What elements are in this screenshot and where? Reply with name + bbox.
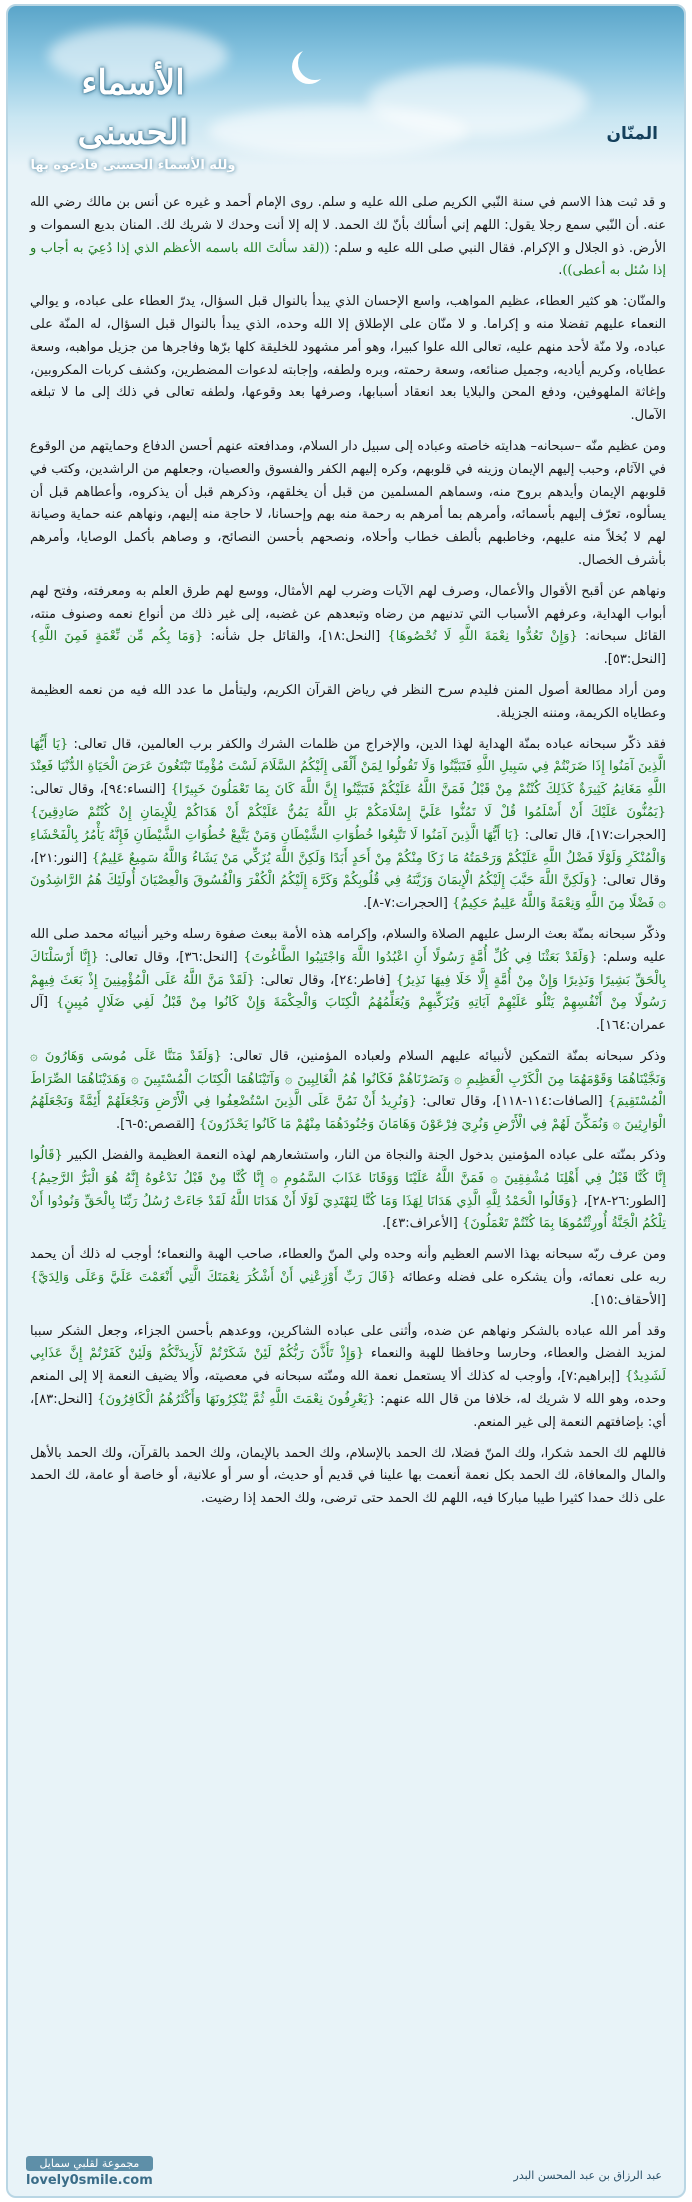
- paragraph: [30, 1244, 666, 1312]
- paragraph: [30, 1443, 666, 1511]
- paragraph-text: و قد ثبت هذا الاسم في سنة النّبي الكريم صلى الله عليه و سلم. روى الإمام أحمد و غيره عن أنس بن مالك رضي الله عنه. أن النّبي سمع رجلا يقول: اللهم إني أسألك بأنّ لك الحمد. لا إله إلا أنت وحدك لا شريك لك. المنان بديع السموات و الأرض. ذو الجلال و الإكرام. فقال النبي صلى الله عليه و سلم:: [30, 195, 666, 256]
- paragraph-text: [النور:٢١]، وقال تعالى:: [30, 850, 666, 889]
- quran-verse: {يَمُنُّونَ عَلَيْكَ أَنْ أَسْلَمُوا قُلْ لَا تَمُنُّوا عَلَيَّ إِسْلَامَكُمْ بَلِ اللَّهُ يَمُنُّ عَلَيْكُمْ أَنْ هَدَاكُمْ لِلْإِيمَانِ إِنْ كُنْتُمْ صَادِقِينَ}: [30, 804, 666, 820]
- logo-main-text: الأسماء الحسنى: [77, 63, 189, 153]
- quran-verse: {يَا أَيُّهَا الَّذِينَ آمَنُوا لَا تَتَّبِعُوا خُطُوَاتِ الشَّيْطَانِ وَمَنْ يَتَّبِعْ خُطُوَاتِ الشَّيْطَانِ فَإِنَّهُ يَأْمُرُ بِالْفَحْشَاءِ وَالْمُنْكَرِ وَلَوْلَا فَضْلُ اللَّهِ عَلَيْكُمْ وَرَحْمَتُهُ مَا زَكَا مِنْكُمْ مِنْ أَحَدٍ أَبَدًا وَلَكِنَّ اللَّهَ يُزَكِّي مَنْ يَشَاءُ وَاللَّهُ سَمِيعٌ عَلِيمٌ}: [30, 827, 666, 866]
- paragraph-text: [النحل:١٨]، والقائل جل شأنه:: [203, 629, 388, 645]
- paragraph-text: ومن عرف ربّه سبحانه بهذا الاسم العظيم وأنه وحده ولي المنّ والعطاء، صاحب الهبة والنعماء؛ أوجب له ذلك أن يحمد ربه على نعمائه، وأن يشكره على فضله وعطائه: [30, 1247, 666, 1286]
- paragraph: [30, 680, 666, 726]
- paragraph: [30, 581, 666, 672]
- paragraph-text: [النساء:٩٤]، وقال تعالى:: [30, 782, 171, 798]
- quran-verse: ((لقد سألتَ الله باسمه الأعظم الذي إذا دُعِيَ به أجاب و إذا سُئل به أعطى)): [30, 240, 666, 279]
- site-watermark: [26, 2156, 153, 2188]
- logo: [28, 58, 238, 173]
- quran-verse: {وَنُرِيدُ أَنْ نَمُنَّ عَلَى الَّذِينَ اسْتُضْعِفُوا فِي الْأَرْضِ وَنَجْعَلَهُمْ أَئِمَّةً وَنَجْعَلَهُمُ الْوَارِثِينَ ۞ وَنُمَكِّنَ لَهُمْ فِي الْأَرْضِ وَنُرِيَ فِرْعَوْنَ وَهَامَانَ وَجُنُودَهُمَا مِنْهُمْ مَا كَانُوا يَحْذَرُونَ}: [30, 1094, 666, 1133]
- paragraph: [30, 1321, 666, 1435]
- quran-verse: {وَقَالُوا الْحَمْدُ لِلَّهِ الَّذِي هَدَانَا لِهَذَا وَمَا كُنَّا لِنَهْتَدِيَ لَوْلَا أَنْ هَدَانَا اللَّهُ لَقَدْ جَاءَتْ رُسُلُ رَبِّنَا بِالْحَقِّ وَنُودُوا أَنْ تِلْكُمُ الْجَنَّةُ أُورِثْتُمُوهَا بِمَا كُنْتُمْ تَعْمَلُونَ}: [30, 1193, 666, 1232]
- paragraph: [30, 924, 666, 1038]
- paragraph-text: [النحل:٥٣].: [603, 652, 666, 668]
- paragraph-text: [النحل:٨٣]، أي: بإضافتهم النعمة إلى غير المنعم.: [30, 1392, 666, 1430]
- quran-verse: {لَقَدْ مَنَّ اللَّهُ عَلَى الْمُؤْمِنِينَ إِذْ بَعَثَ فِيهِمْ رَسُولًا مِنْ أَنْفُسِهِمْ يَتْلُو عَلَيْهِمْ آيَاتِهِ وَيُزَكِّيهِمْ وَيُعَلِّمُهُمُ الْكِتَابَ وَالْحِكْمَةَ وَإِنْ كَانُوا مِنْ قَبْلُ لَفِي ضَلَالٍ مُبِينٍ}: [30, 972, 667, 1011]
- paragraph-text: وذكر سبحانه بمنّة التمكين لأنبيائه عليهم السلام ولعباده المؤمنين، قال تعالى:: [221, 1048, 666, 1064]
- quran-verse: {إِنَّا أَرْسَلْنَاكَ بِالْحَقِّ بَشِيرًا وَنَذِيرًا وَإِنْ مِنْ أُمَّةٍ إِلَّا خَلَا فِيهَا نَذِيرٌ}: [30, 949, 666, 988]
- paragraph-text: [النحل:٣٦]، وقال تعالى:: [98, 949, 244, 965]
- page-title: المنّان: [606, 124, 658, 144]
- paragraph: [30, 734, 666, 916]
- paragraph-text: [فاطر:٢٤]، وقال تعالى:: [255, 972, 396, 988]
- paragraph-text: فقد ذكّر سبحانه عباده بمنّة الهداية لهذا الدين، والإخراج من ظلمات الشرك والكفر برب العالمين، قال تعالى:: [68, 736, 667, 752]
- paragraph-text: .: [558, 263, 563, 279]
- paragraph-text: [آل عمران:١٦٤].: [30, 995, 666, 1034]
- paragraph-text: [الأحقاف:١٥].: [590, 1292, 666, 1308]
- logo-subtitle: ولله الأسماء الحسنى فادعوه بها: [30, 158, 236, 173]
- paragraph: [30, 291, 666, 428]
- paragraph-text: وذكّر سبحانه بمنّة بعث الرسل عليهم الصلاة والسلام، وإكرامه هذه الأمة ببعث صفوة رسله وخير أنبيائه محمد صلى الله عليه وسلم:: [30, 926, 666, 965]
- quran-verse: {قَالُوا إِنَّا كُنَّا قَبْلُ فِي أَهْلِنَا مُشْفِقِينَ ۞ فَمَنَّ اللَّهُ عَلَيْنَا وَوَقَانَا عَذَابَ السَّمُومِ ۞ إِنَّا كُنَّا مِنْ قَبْلُ نَدْعُوهُ إِنَّهُ هُوَ الْبَرُّ الرَّحِيمُ}: [30, 1148, 666, 1186]
- paragraph-text: ومن أراد مطالعة أصول المنن فليدم سرح النظر في رياض القرآن الكريم، وليتأمل ما عدد الله فيه من نعمه العظيمة وعطاياه الكريمة، ومننه الجزيلة.: [30, 682, 666, 721]
- paragraph-text: [القصص:٥-٦].: [116, 1117, 199, 1133]
- paragraph-text: [الطور:٢٦-٢٨]،: [578, 1193, 666, 1209]
- paragraph-text: وقد أمر الله عباده بالشكر ونهاهم عن ضده، وأثنى على عباده الشاكرين، ووعدهم بأحسن الجزاء، وجعل الشكر سببا لمزيد الفضل والعطاء، وحارسا وحافظا للهبة والنعماء: [30, 1323, 666, 1362]
- author-credit: عبد الرزاق بن عبد المحسن البدر: [513, 2169, 662, 2182]
- quran-verse: {وَمَا بِكُم مِّن نِّعْمَةٍ فَمِنَ اللَّهِ}: [30, 629, 204, 645]
- paragraph-text: [الصافات:١١٤-١١٨]، وقال تعالى:: [416, 1094, 608, 1110]
- quran-verse: {وَإِذْ تَأَذَّنَ رَبُّكُمْ لَئِنْ شَكَرْتُمْ لَأَزِيدَنَّكُمْ وَلَئِنْ كَفَرْتُمْ إِنَّ عَذَابِي لَشَدِيدٌ}: [30, 1346, 666, 1385]
- quran-verse: {وَلَكِنَّ اللَّهَ حَبَّبَ إِلَيْكُمُ الْإِيمَانَ وَزَيَّنَهُ فِي قُلُوبِكُمْ وَكَرَّهَ إِلَيْكُمُ الْكُفْرَ وَالْفُسُوقَ وَالْعِصْيَانَ أُولَئِكَ هُمُ الرَّاشِدُونَ ۞ فَضْلًا مِنَ اللَّهِ وَنِعْمَةً وَاللَّهُ عَلِيمٌ حَكِيمٌ}: [30, 873, 666, 912]
- quran-verse: {وَلَقَدْ مَنَنَّا عَلَى مُوسَى وَهَارُونَ ۞ وَنَجَّيْنَاهُمَا وَقَوْمَهُمَا مِنَ الْكَرْبِ الْعَظِيمِ ۞ وَنَصَرْنَاهُمْ فَكَانُوا هُمُ الْغَالِبِينَ ۞ وَآتَيْنَاهُمَا الْكِتَابَ الْمُسْتَبِينَ ۞ وَهَدَيْنَاهُمَا الصِّرَاطَ الْمُسْتَقِيمَ}: [30, 1048, 666, 1110]
- quran-verse: {يَا أَيُّهَا الَّذِينَ آمَنُوا إِذَا ضَرَبْتُمْ فِي سَبِيلِ اللَّهِ فَتَبَيَّنُوا وَلَا تَقُولُوا لِمَنْ أَلْقَى إِلَيْكُمُ السَّلَامَ لَسْتَ مُؤْمِنًا تَبْتَغُونَ عَرَضَ الْحَيَاةِ الدُّنْيَا فَعِنْدَ اللَّهِ مَغَانِمُ كَثِيرَةٌ كَذَلِكَ كُنْتُمْ مِنْ قَبْلُ فَمَنَّ اللَّهُ عَلَيْكُمْ فَتَبَيَّنُوا إِنَّ اللَّهَ كَانَ بِمَا تَعْمَلُونَ خَبِيرًا}: [30, 736, 666, 798]
- paragraph-text: والمنّان: هو كثير العطاء، عظيم المواهب، واسع الإحسان الذي يبدأ بالنوال قبل السؤال، يدرّ العطاء على عباده، و يوالي النعماء عليهم تفضلا منه و إكراما. و لا منّان على الإطلاق إلا الله وحده، الذي يبدأ بالنوال قبل السؤال، له المنّة على عباده، ولا منّة لأحد منهم عليه، تعالى الله علوا كبيرا، وهو أمر مشهود للخليقة كلها برّها وفاجرها من جزيل مواهبه، وسعة عطاياه، وكريم أياديه، وجميل صنائعه، وسعة رحمته، وبره ولطفه، وإجابته لدعوات المضطرين، وكشف كربات المكروبين، وإغاثة الملهوفين، ودفع المحن والبلايا بعد انعقاد أسبابها، وصرفها بعد وقوعها، ولطفه تعالى في ذلك إلى ما لا تبلغه الآمال.: [30, 294, 666, 424]
- paragraph-text: فاللهم لك الحمد شكرا، ولك المنّ فضلا، لك الحمد بالإسلام، ولك الحمد بالإيمان، ولك الحمد بالقرآن، ولك الحمد بالأهل والمال والمعافاة، لك الحمد بكل نعمة أنعمت بها علينا في قديم أو حديث، أو سر أو علانية، أو خاصة أو عامة، لك الحمد على ذلك حمدا كثيرا طيبا مباركا فيه، اللهم لك الحمد حتى ترضى، ولك الحمد إذا رضيت.: [30, 1445, 666, 1507]
- quran-verse: {يَعْرِفُونَ نِعْمَتَ اللَّهِ ثُمَّ يُنْكِرُونَهَا وَأَكْثَرُهُمُ الْكَافِرُونَ}: [97, 1392, 376, 1408]
- paragraph: [30, 436, 666, 573]
- cloud-decoration: [208, 106, 468, 156]
- paragraph-text: ومن عظيم منّه –سبحانه– هدايته خاصته وعباده إلى سبيل دار السلام، ومدافعته عنهم أحسن الدفاع وحمايتهم من الوقوع في الآثام، وحبب إليهم الإيمان وزينه في قلوبهم، وكره إليهم الكفر والفسوق والعصيان، وجعلهم من الراشدين، وكتب في قلوبهم الإيمان وأيدهم بروح منه، وسماهم المسلمين من قبل أن يخلقهم، وذكرهم قبل أن يذكروه، وأعطاهم قبل أن يسألوه، تعرّف إليهم بأسمائه، وأمرهم بما أمرهم به رحمة منه بهم وإحسانا، لا حاجة منه إليهم، ونهاهم عنه حماية وصيانة لهم لا بُخلاً منه عليهم، وخاطبهم بألطف خطاب وأحلاه، ونصحهم بأحسن النصائح، و وصاهم بأكمل الوصايا، وأمرهم بأشرف الخصال.: [30, 438, 666, 568]
- paragraph-text: وذكر بمنّته على عباده المؤمنين بدخول الجنة والنجاة من النار، واستشعارهم لهذه النعمة العظيمة والفضل الكبير: [62, 1148, 666, 1164]
- site-url: lovely0smile.com: [26, 2173, 153, 2188]
- crescent-moon-icon: [298, 46, 332, 80]
- paragraph: [30, 1046, 666, 1137]
- article-body: [30, 192, 666, 1511]
- paragraph: [30, 1145, 666, 1236]
- paragraph-text: [الأعراف:٤٣].: [382, 1216, 462, 1232]
- content-card: [6, 4, 686, 2198]
- quran-verse: {وَإِنْ تَعُدُّوا نِعْمَةَ اللَّهِ لَا تُحْصُوهَا}: [387, 629, 578, 645]
- paragraph-text: ونهاهم عن أقبح الأقوال والأعمال، وصرف لهم الآيات وضرب لهم الأمثال، ووسع لهم طرق العلم به ومعرفته، وفتح لهم أبواب الهداية، وعرفهم الأسباب التي تدنيهم من رضاه وتبعدهم عن غضبه، إلى غير ذلك من أنواع نعمه وصنوف منته، القائل سبحانه:: [30, 583, 666, 645]
- site-name: مجموعة لقلبي سمايل: [26, 2156, 153, 2171]
- footer: [8, 2136, 686, 2196]
- quran-verse: {وَلَقَدْ بَعَثْنَا فِي كُلِّ أُمَّةٍ رَسُولًا أَنِ اعْبُدُوا اللَّهَ وَاجْتَنِبُوا الطَّاغُوتَ}: [243, 949, 597, 965]
- paragraph-text: [إبراهيم:٧]، وأوجب له كذلك ألا يستعمل نعمة الله ومنّته سبحانه في معصيته، وألا يضيف النعمة إلا إلى المنعم وحده، وهو الله لا شريك له، خلافا من قال الله عنهم:: [30, 1369, 666, 1408]
- quran-verse: {قَالَ رَبِّ أَوْزِعْنِي أَنْ أَشْكُرَ نِعْمَتَكَ الَّتِي أَنْعَمْتَ عَلَيَّ وَعَلَى وَالِدَيَّ}: [30, 1270, 396, 1286]
- paragraph-text: [الحجرات:١٧]، قال تعالى:: [520, 827, 667, 843]
- paragraph-text: [الحجرات:٧-٨].: [363, 896, 453, 912]
- header-banner: [8, 6, 686, 173]
- paragraph: [30, 192, 666, 283]
